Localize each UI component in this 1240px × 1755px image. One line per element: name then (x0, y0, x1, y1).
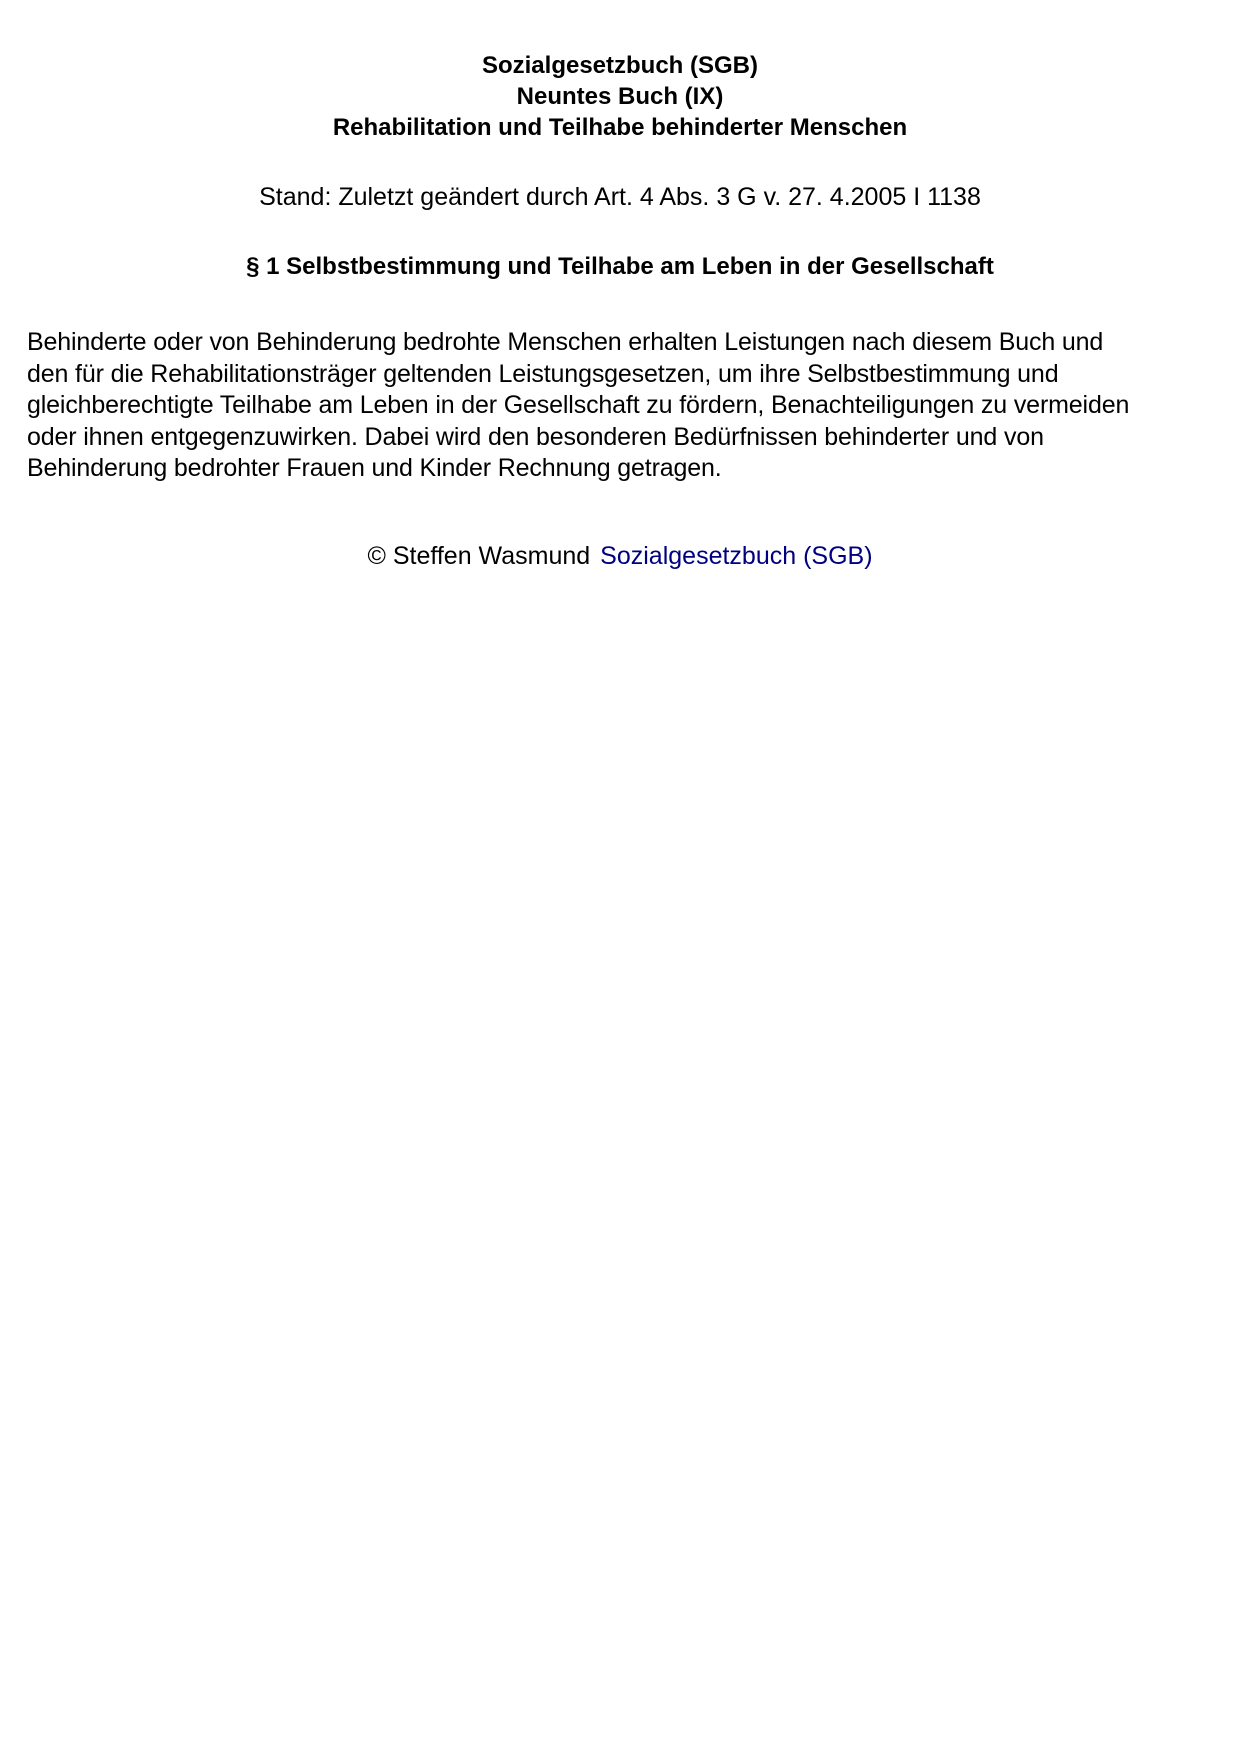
body-line: Behinderte oder von Behinderung bedrohte Menschen erhalten Leistungen nach diesem Buch und (27, 328, 1104, 356)
header-title-subject: Rehabilitation und Teilhabe behinderter Menschen (332, 114, 908, 141)
section-title: § 1 Selbstbestimmung und Teilhabe am Leben in der Gesellschaft (246, 253, 994, 280)
header-title-sgb: Sozialgesetzbuch (SGB) (481, 52, 759, 79)
body-line: den für die Rehabilitationsträger geltenden Leistungsgesetzen, um ihre Selbstbestimmung und (27, 359, 1059, 388)
sgb-home-link[interactable]: Sozialgesetzbuch (SGB) (600, 541, 873, 570)
body-line: Behinderung bedrohter Frauen und Kinder Rechnung getragen. (27, 454, 722, 482)
section-body (27, 327, 1213, 485)
header-title-book: Neuntes Buch (IX) (516, 83, 724, 110)
body-line: oder ihnen entgegenzuwirken. Dabei wird den besonderen Bedürfnissen behinderter und von (27, 422, 1044, 451)
document-header (27, 0, 1213, 143)
footer (27, 541, 1213, 571)
revision-status: Stand: Zuletzt geändert durch Art. 4 Abs. 3 G v. 27. 4.2005 I 1138 (259, 183, 981, 211)
copyright-text: © Steffen Wasmund (367, 541, 591, 570)
body-line: gleichberechtigte Teilhabe am Leben in der Gesellschaft zu fördern, Benachteiligungen zu vermeiden (27, 391, 1130, 419)
